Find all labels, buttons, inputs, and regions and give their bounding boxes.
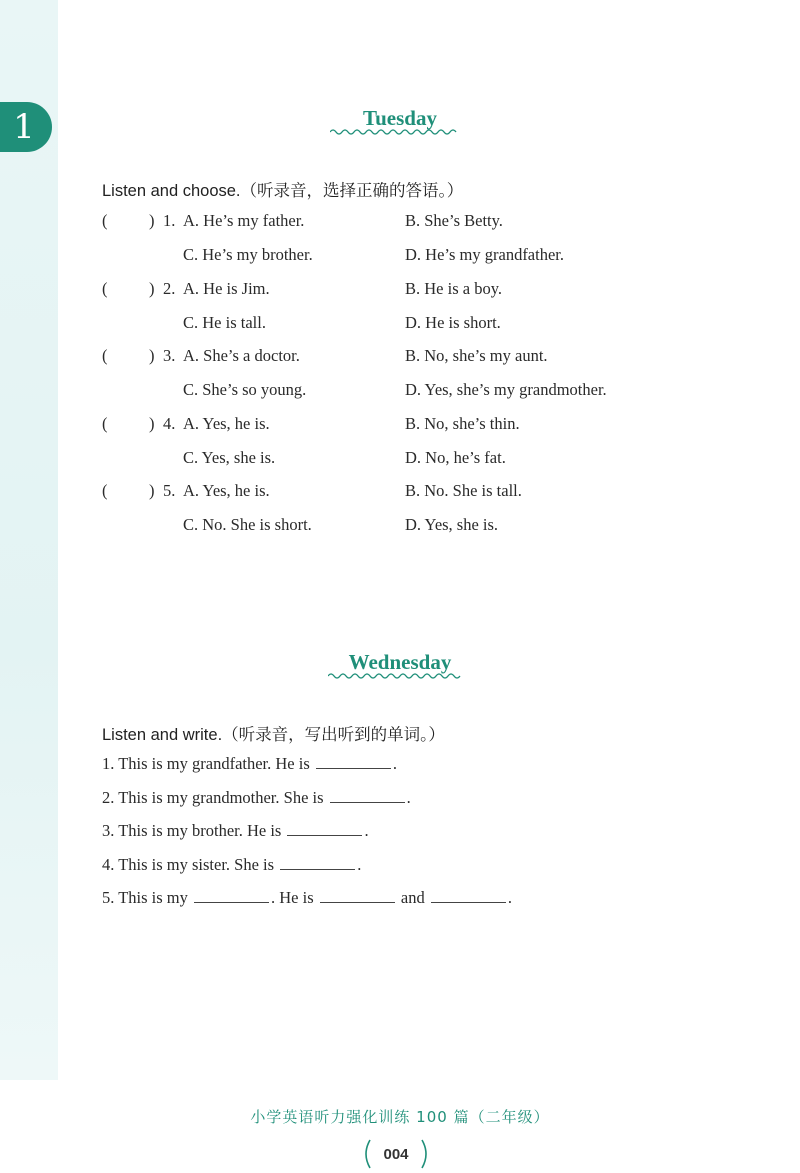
- answer-blank[interactable]: [280, 855, 355, 870]
- option-a[interactable]: A. She’s a doctor.: [183, 346, 300, 365]
- item-end: .: [406, 787, 411, 807]
- instruction-wednesday: Listen and write.（听录音，写出听到的单词。）: [102, 726, 445, 744]
- option-c[interactable]: C. He is tall.: [183, 312, 266, 332]
- fill-blank-item-1: [102, 754, 397, 774]
- option-c[interactable]: C. Yes, she is.: [183, 447, 276, 467]
- question-number: 3.: [163, 346, 176, 365]
- side-margin-band: [0, 0, 58, 1080]
- question-number: 4.: [163, 413, 176, 433]
- item-text: 2. This is my grandmother. She is: [102, 787, 328, 807]
- title-underline-wednesday: [328, 672, 464, 680]
- fill-blank-item-5: [102, 888, 512, 908]
- option-d[interactable]: D. He is short.: [405, 312, 501, 332]
- answer-paren-close: ): [149, 346, 155, 365]
- question-number: 1.: [163, 211, 176, 230]
- answer-blank[interactable]: [316, 754, 391, 769]
- unit-tab-label: 1: [13, 107, 35, 147]
- book-title-footer: 小学英语听力强化训练 100 篇（二年级）: [250, 1108, 550, 1126]
- answer-blank[interactable]: [330, 788, 405, 803]
- item-end: .: [364, 821, 369, 840]
- option-a[interactable]: A. He’s my father.: [183, 211, 305, 230]
- fill-blank-item-4: [102, 855, 361, 875]
- answer-blank[interactable]: [431, 888, 506, 903]
- item-end: .: [392, 754, 397, 773]
- option-b[interactable]: B. No, she’s my aunt.: [405, 346, 548, 365]
- option-b[interactable]: B. No. She is tall.: [405, 481, 522, 500]
- option-d[interactable]: D. He’s my grandfather.: [405, 245, 564, 264]
- answer-paren-close: ): [149, 413, 155, 433]
- answer-paren-open[interactable]: (: [102, 278, 108, 298]
- answer-paren-open[interactable]: (: [102, 481, 108, 500]
- item5-end: .: [507, 888, 512, 907]
- item5-part2: . He is: [271, 888, 318, 907]
- answer-paren-open[interactable]: (: [102, 346, 108, 365]
- answer-blank[interactable]: [194, 888, 269, 903]
- option-b[interactable]: B. She’s Betty.: [405, 211, 503, 230]
- question-number: 2.: [163, 278, 176, 298]
- option-b[interactable]: B. No, she’s thin.: [405, 413, 520, 433]
- fill-blank-item-2: [102, 788, 411, 808]
- title-underline-tuesday: [330, 128, 460, 136]
- answer-blank[interactable]: [287, 821, 362, 836]
- page-number-badge: [360, 1138, 432, 1170]
- item-text: 1. This is my grandfather. He is: [102, 754, 314, 773]
- item5-part3: and: [396, 888, 429, 907]
- answer-paren-close: ): [149, 211, 155, 230]
- answer-paren-close: ): [149, 481, 155, 500]
- item-end: .: [357, 854, 362, 874]
- answer-paren-open[interactable]: (: [102, 413, 108, 433]
- option-d[interactable]: D. Yes, she’s my grandmother.: [405, 380, 607, 399]
- option-c[interactable]: C. He’s my brother.: [183, 245, 313, 264]
- option-a[interactable]: A. Yes, he is.: [183, 481, 270, 500]
- option-a[interactable]: A. He is Jim.: [183, 278, 270, 298]
- answer-blank[interactable]: [320, 888, 395, 903]
- answer-paren-close: ): [149, 278, 155, 298]
- item-text: 3. This is my brother. He is: [102, 821, 286, 840]
- fill-blank-item-3: [102, 821, 369, 841]
- option-c[interactable]: C. She’s so young.: [183, 380, 307, 399]
- instruction-tuesday: Listen and choose.（听录音，选择正确的答语。）: [102, 182, 464, 200]
- option-b[interactable]: B. He is a boy.: [405, 278, 503, 298]
- answer-paren-open[interactable]: (: [102, 211, 108, 230]
- option-c[interactable]: C. No. She is short.: [183, 515, 312, 534]
- option-d[interactable]: D. No, he’s fat.: [405, 447, 506, 467]
- page-number: 004: [383, 1146, 409, 1163]
- question-number: 5.: [163, 481, 176, 500]
- option-a[interactable]: A. Yes, he is.: [183, 413, 270, 433]
- section-title-wednesday: Wednesday: [348, 650, 452, 674]
- item-text: 4. This is my sister. She is: [102, 854, 279, 874]
- section-title-tuesday: Tuesday: [363, 106, 437, 130]
- item5-part1: 5. This is my: [102, 888, 193, 907]
- option-d[interactable]: D. Yes, she is.: [405, 515, 499, 534]
